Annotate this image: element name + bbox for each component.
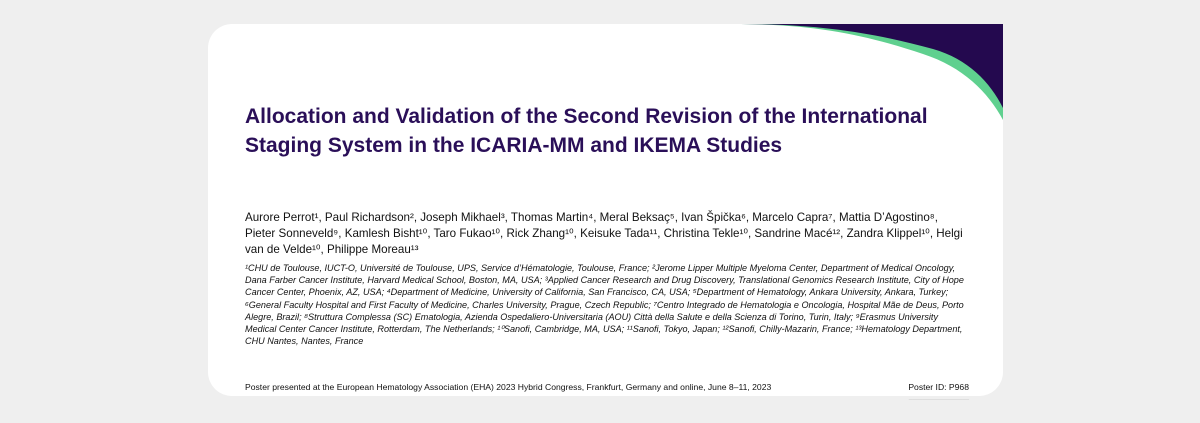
poster-footer-note: Poster presented at the European Hematology Association (EHA) 2023 Hybrid Congress, Frankfurt, Germany and online, June 8–11, 2023 (245, 382, 772, 392)
author-list: Aurore Perrot¹, Paul Richardson², Joseph Mikhael³, Thomas Martin⁴, Meral Beksaç⁵, Ivan Špička⁶, Marcelo Capra⁷, Mattia D’Agostino⁸, Pieter Sonneveld⁹, Kamlesh Bisht¹⁰, Taro Fukao¹⁰, Rick Zhang¹⁰, Keisuke Tada¹¹, Christina Tekle¹⁰, Sandrine Macé¹², Zandra Klippel¹⁰, Helgi van de Velde¹⁰, Philippe Moreau¹³ (245, 211, 963, 256)
poster-header-card (208, 24, 1003, 400)
poster-id: Poster ID: P968 (908, 382, 969, 392)
faint-footer-code: __________________ (908, 394, 969, 400)
affiliation-list: ¹CHU de Toulouse, IUCT-O, Université de Toulouse, UPS, Service d’Hématologie, Toulouse, France; ²Jerome Lipper Multiple Myeloma Center, Department of Medical Oncology, Dana Farber Cancer Institute, Harvard Medical School, Boston, MA, USA; ³Applied Cancer Research and Drug Discovery, Translational Genomics Research Institute, City of Hope Cancer Center, Phoenix, AZ, USA; ⁴Department of Medicine, University of California, San Francisco, CA, USA; ⁵Department of Hematology, Ankara University, Ankara, Turkey; ⁶General Faculty Hospital and First Faculty of Medicine, Charles University, Prague, Czech Republic; ⁷Centro Integrado de Hematologia e Oncologia, Hospital Mãe de Deus, Porto Alegre, Brazil; ⁸Struttura Complessa (SC) Ematologia, Azienda Ospedaliero-Universitaria (AOU) Città della Salute e della Scienza di Torino, Turin, Italy; ⁹Erasmus University Medical Center Cancer Institute, Rotterdam, The Netherlands; ¹⁰Sanofi, Cambridge, MA, USA; ¹¹Sanofi, Tokyo, Japan; ¹²Sanofi, Chilly-Mazarin, France; ¹³Hematology Department, CHU Nantes, Nantes, France (245, 263, 964, 347)
poster-title: Allocation and Validation of the Second Revision of the International Staging System in the ICARIA-MM and IKEMA Studies (245, 105, 928, 158)
